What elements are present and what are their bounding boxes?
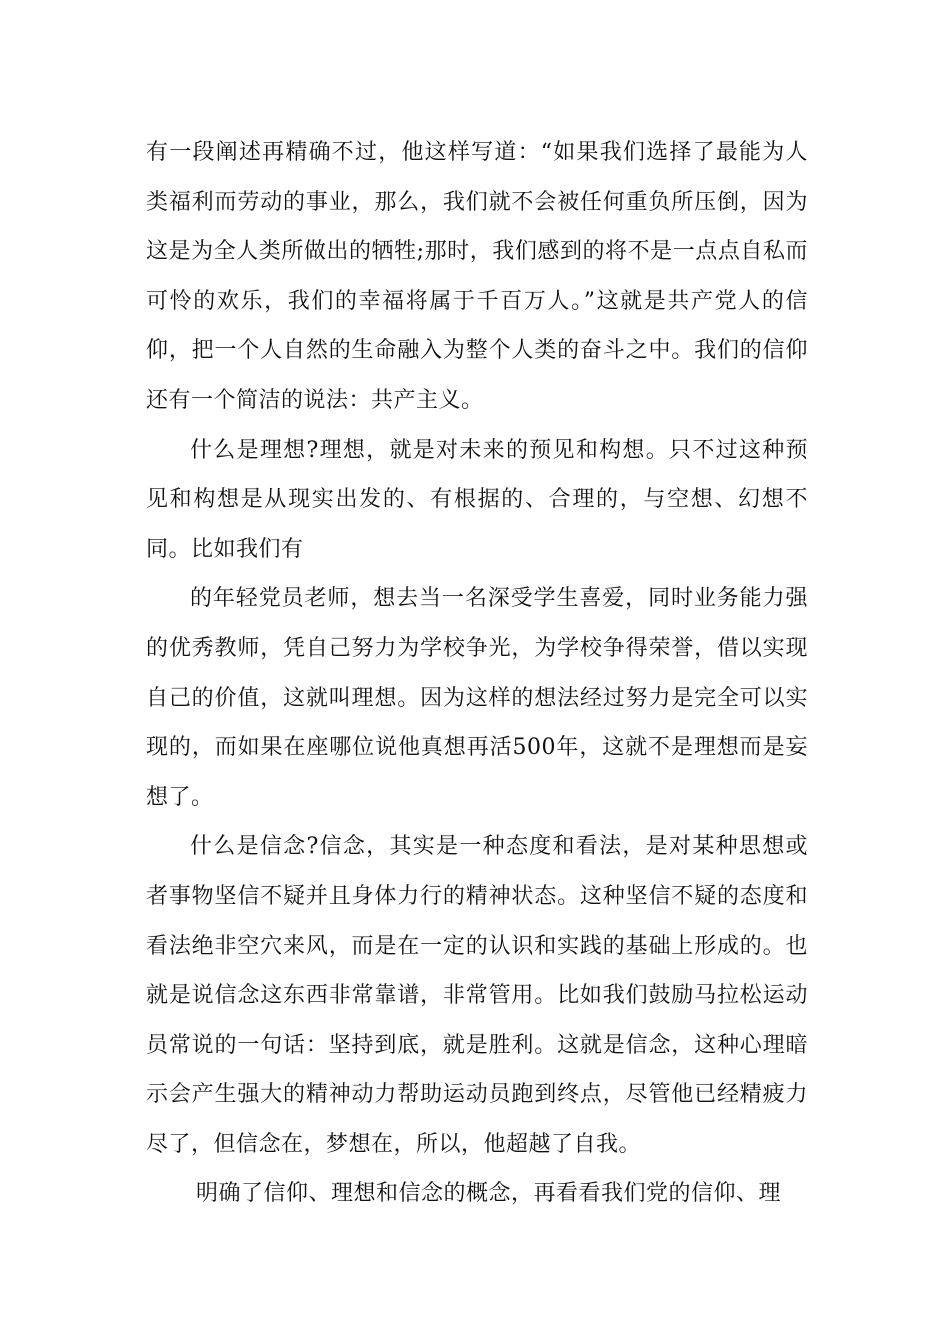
- paragraph-ideal-definition: 什么是理想?理想，就是对未来的预见和构想。只不过这种预见和构想是从现实出发的、有根据的、合理的，与空想、幻想不同。比如我们有: [146, 437, 808, 562]
- document-body: [146, 128, 808, 1219]
- paragraph-belief-definition: 什么是信念?信念，其实是一种态度和看法，是对某种思想或者事物坚信不疑并且身体力行的精神状态。这种坚信不疑的态度和看法绝非空穴来风，而是在一定的认识和实践的基础上形成的。也就是说信念这东西非常靠谱，非常管用。比如我们鼓励马拉松运动员常说的一句话：坚持到底，就是胜利。这就是信念，这种心理暗示会产生强大的精神动力帮助运动员跑到终点，尽管他已经精疲力尽了，但信念在，梦想在，所以，他超越了自我。: [146, 834, 808, 1157]
- paragraph-ideal-example: 的年轻党员老师，想去当一名深受学生喜爱，同时业务能力强的优秀教师，凭自己努力为学校争光，为学校争得荣誉，借以实现自己的价值，这就叫理想。因为这样的想法经过努力是完全可以实现的，而如果在座哪位说他真想再活500年，这就不是理想而是妄想了。: [146, 586, 808, 810]
- paragraph-concepts-summary: 明确了信仰、理想和信念的概念，再看看我们党的信仰、理: [196, 1181, 782, 1207]
- paragraph-faith-quote: 有一段阐述再精确不过，他这样写道：“如果我们选择了最能为人类福利而劳动的事业，那么，我们就不会被任何重负所压倒，因为这是为全人类所做出的牺牲;那时，我们感到的将不是一点点自私而可怜的欢乐，我们的幸福将属于千百万人。”这就是共产党人的信仰，把一个人自然的生命融入为整个人类的奋斗之中。我们的信仰还有一个简洁的说法：共产主义。: [146, 140, 808, 413]
